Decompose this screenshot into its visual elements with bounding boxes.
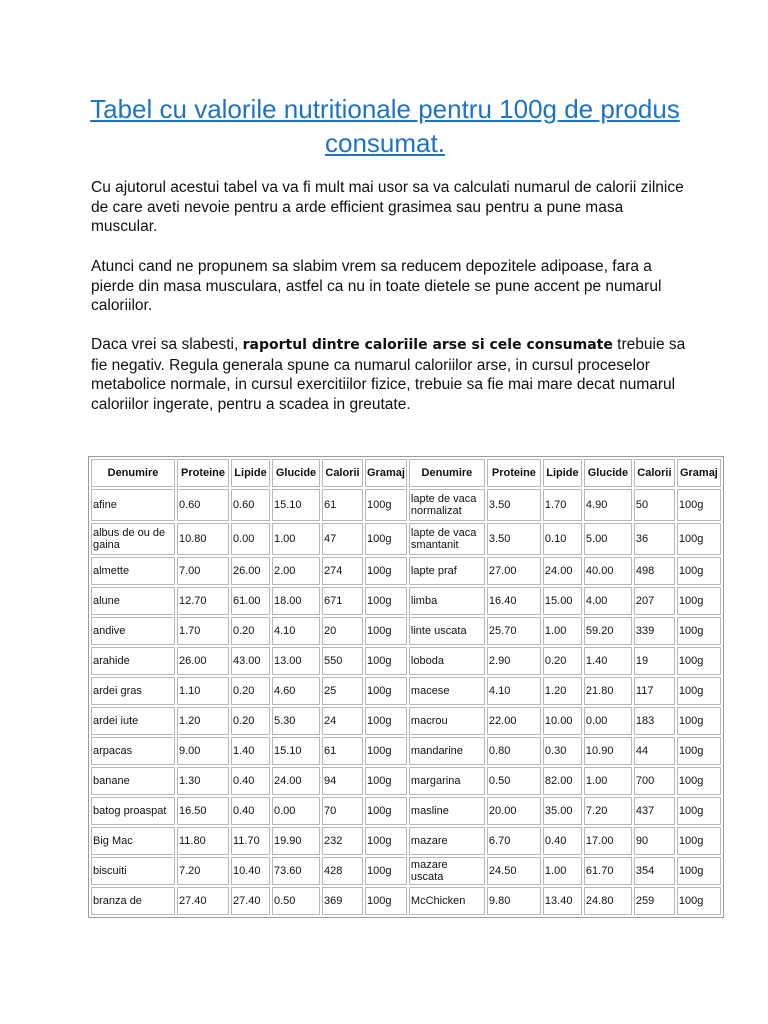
value-cell: 1.00: [584, 767, 632, 795]
table-header-cell: Gramaj: [365, 459, 407, 487]
table-header-cell: Proteine: [487, 459, 541, 487]
value-cell: 100g: [677, 797, 721, 825]
table-header-cell: Calorii: [634, 459, 675, 487]
value-cell: 4.10: [272, 617, 320, 645]
value-cell: 100g: [677, 737, 721, 765]
value-cell: 27.40: [177, 887, 229, 915]
value-cell: 1.70: [177, 617, 229, 645]
value-cell: 100g: [677, 587, 721, 615]
value-cell: 100g: [365, 557, 407, 585]
value-cell: 0.40: [543, 827, 582, 855]
value-cell: 4.10: [487, 677, 541, 705]
value-cell: 100g: [365, 797, 407, 825]
value-cell: 94: [322, 767, 363, 795]
value-cell: 36: [634, 523, 675, 555]
food-name-cell: mazare: [409, 827, 485, 855]
food-name-cell: banane: [91, 767, 175, 795]
value-cell: 26.00: [177, 647, 229, 675]
value-cell: 10.00: [543, 707, 582, 735]
table-row: [91, 647, 721, 675]
value-cell: 100g: [365, 857, 407, 885]
food-name-cell: almette: [91, 557, 175, 585]
value-cell: 369: [322, 887, 363, 915]
table-header-cell: Glucide: [272, 459, 320, 487]
value-cell: 100g: [365, 887, 407, 915]
value-cell: 27.00: [487, 557, 541, 585]
value-cell: 274: [322, 557, 363, 585]
value-cell: 4.90: [584, 489, 632, 521]
value-cell: 7.20: [584, 797, 632, 825]
food-name-cell: linte uscata: [409, 617, 485, 645]
value-cell: 0.20: [231, 677, 270, 705]
value-cell: 100g: [677, 887, 721, 915]
value-cell: 16.50: [177, 797, 229, 825]
value-cell: 10.40: [231, 857, 270, 885]
table-header-row: [91, 459, 721, 487]
intro-paragraph-3: [91, 335, 691, 414]
value-cell: 25.70: [487, 617, 541, 645]
food-name-cell: ardei gras: [91, 677, 175, 705]
table-header-cell: Lipide: [231, 459, 270, 487]
value-cell: 0.80: [487, 737, 541, 765]
value-cell: 11.70: [231, 827, 270, 855]
value-cell: 50: [634, 489, 675, 521]
value-cell: 1.30: [177, 767, 229, 795]
value-cell: 100g: [365, 827, 407, 855]
value-cell: 61: [322, 737, 363, 765]
value-cell: 437: [634, 797, 675, 825]
table-row: [91, 707, 721, 735]
value-cell: 15.10: [272, 737, 320, 765]
table-row: [91, 677, 721, 705]
value-cell: 100g: [365, 767, 407, 795]
value-cell: 22.00: [487, 707, 541, 735]
food-name-cell: Big Mac: [91, 827, 175, 855]
value-cell: 35.00: [543, 797, 582, 825]
value-cell: 44: [634, 737, 675, 765]
value-cell: 100g: [365, 617, 407, 645]
value-cell: 100g: [677, 647, 721, 675]
food-name-cell: masline: [409, 797, 485, 825]
value-cell: 15.00: [543, 587, 582, 615]
value-cell: 0.00: [231, 523, 270, 555]
value-cell: 0.40: [231, 767, 270, 795]
value-cell: 19.90: [272, 827, 320, 855]
value-cell: 73.60: [272, 857, 320, 885]
value-cell: 1.70: [543, 489, 582, 521]
paragraph-3-end: trebuie sa fie negativ. Regula generala spune ca numarul caloriilor arse, in cursul proceselor metabolice normale, in cursul exercitiilor fizice, trebuie sa fie mai mare decat numarul caloriilor ingerate, pentru a scadea in greutate.: [91, 336, 686, 413]
value-cell: 27.40: [231, 887, 270, 915]
intro-paragraph-1: Cu ajutorul acestui tabel va va fi mult mai usor sa va calculati numarul de calorii zilnice de care aveti nevoie pentru a arde efficient grasimea sau pentru a pune masa muscular.: [91, 179, 684, 235]
value-cell: 100g: [365, 677, 407, 705]
food-name-cell: alune: [91, 587, 175, 615]
table-row: [91, 827, 721, 855]
value-cell: 21.80: [584, 677, 632, 705]
value-cell: 20: [322, 617, 363, 645]
value-cell: 232: [322, 827, 363, 855]
table-header-cell: Proteine: [177, 459, 229, 487]
value-cell: 5.00: [584, 523, 632, 555]
food-name-cell: macrou: [409, 707, 485, 735]
nutrition-table: [88, 456, 724, 918]
value-cell: 24: [322, 707, 363, 735]
table-row: [91, 857, 721, 885]
value-cell: 11.80: [177, 827, 229, 855]
value-cell: 3.50: [487, 523, 541, 555]
food-name-cell: batog proaspat: [91, 797, 175, 825]
table-row: [91, 737, 721, 765]
food-name-cell: andive: [91, 617, 175, 645]
value-cell: 0.20: [231, 617, 270, 645]
value-cell: 19: [634, 647, 675, 675]
food-name-cell: macese: [409, 677, 485, 705]
value-cell: 0.40: [231, 797, 270, 825]
value-cell: 100g: [677, 489, 721, 521]
value-cell: 70: [322, 797, 363, 825]
value-cell: 25: [322, 677, 363, 705]
value-cell: 100g: [365, 707, 407, 735]
value-cell: 100g: [365, 647, 407, 675]
value-cell: 700: [634, 767, 675, 795]
value-cell: 183: [634, 707, 675, 735]
value-cell: 1.00: [272, 523, 320, 555]
value-cell: 5.30: [272, 707, 320, 735]
value-cell: 9.00: [177, 737, 229, 765]
value-cell: 4.00: [584, 587, 632, 615]
table-row: [91, 489, 721, 521]
value-cell: 0.00: [272, 797, 320, 825]
value-cell: 4.60: [272, 677, 320, 705]
value-cell: 1.00: [543, 857, 582, 885]
table-row: [91, 617, 721, 645]
value-cell: 100g: [365, 587, 407, 615]
food-name-cell: arahide: [91, 647, 175, 675]
food-name-cell: mandarine: [409, 737, 485, 765]
value-cell: 100g: [677, 707, 721, 735]
value-cell: 0.20: [231, 707, 270, 735]
table-body: [91, 489, 721, 915]
food-name-cell: lapte de vaca normalizat: [409, 489, 485, 521]
food-name-cell: lapte de vaca smantanit: [409, 523, 485, 555]
value-cell: 117: [634, 677, 675, 705]
value-cell: 43.00: [231, 647, 270, 675]
value-cell: 100g: [677, 557, 721, 585]
value-cell: 3.50: [487, 489, 541, 521]
value-cell: 259: [634, 887, 675, 915]
value-cell: 2.00: [272, 557, 320, 585]
value-cell: 24.00: [272, 767, 320, 795]
table-row: [91, 797, 721, 825]
value-cell: 13.40: [543, 887, 582, 915]
value-cell: 100g: [677, 767, 721, 795]
value-cell: 59.20: [584, 617, 632, 645]
value-cell: 100g: [677, 617, 721, 645]
value-cell: 2.90: [487, 647, 541, 675]
value-cell: 100g: [365, 489, 407, 521]
value-cell: 0.30: [543, 737, 582, 765]
table-header-cell: Gramaj: [677, 459, 721, 487]
value-cell: 0.00: [584, 707, 632, 735]
value-cell: 1.10: [177, 677, 229, 705]
value-cell: 354: [634, 857, 675, 885]
value-cell: 0.50: [487, 767, 541, 795]
value-cell: 10.90: [584, 737, 632, 765]
value-cell: 100g: [677, 523, 721, 555]
value-cell: 24.50: [487, 857, 541, 885]
table-row: [91, 523, 721, 555]
food-name-cell: arpacas: [91, 737, 175, 765]
value-cell: 15.10: [272, 489, 320, 521]
table-row: [91, 587, 721, 615]
value-cell: 1.40: [231, 737, 270, 765]
value-cell: 17.00: [584, 827, 632, 855]
food-name-cell: McChicken: [409, 887, 485, 915]
paragraph-3-start: Daca vrei sa slabesti,: [91, 336, 243, 353]
value-cell: 24.00: [543, 557, 582, 585]
value-cell: 7.00: [177, 557, 229, 585]
value-cell: 0.60: [231, 489, 270, 521]
value-cell: 0.60: [177, 489, 229, 521]
value-cell: 82.00: [543, 767, 582, 795]
value-cell: 550: [322, 647, 363, 675]
value-cell: 0.50: [272, 887, 320, 915]
food-name-cell: albus de ou de gaina: [91, 523, 175, 555]
table-row: [91, 887, 721, 915]
value-cell: 26.00: [231, 557, 270, 585]
value-cell: 0.20: [543, 647, 582, 675]
food-name-cell: lapte praf: [409, 557, 485, 585]
food-name-cell: branza de: [91, 887, 175, 915]
table-header-cell: Denumire: [91, 459, 175, 487]
value-cell: 47: [322, 523, 363, 555]
value-cell: 207: [634, 587, 675, 615]
value-cell: 13.00: [272, 647, 320, 675]
value-cell: 498: [634, 557, 675, 585]
value-cell: 100g: [365, 523, 407, 555]
table-header-cell: Lipide: [543, 459, 582, 487]
food-name-cell: biscuiti: [91, 857, 175, 885]
value-cell: 24.80: [584, 887, 632, 915]
table-row: [91, 557, 721, 585]
food-name-cell: loboda: [409, 647, 485, 675]
value-cell: 1.20: [177, 707, 229, 735]
value-cell: 61.00: [231, 587, 270, 615]
value-cell: 100g: [677, 677, 721, 705]
food-name-cell: limba: [409, 587, 485, 615]
value-cell: 1.00: [543, 617, 582, 645]
value-cell: 12.70: [177, 587, 229, 615]
value-cell: 428: [322, 857, 363, 885]
table-header-cell: Calorii: [322, 459, 363, 487]
value-cell: 61.70: [584, 857, 632, 885]
food-name-cell: afine: [91, 489, 175, 521]
page-title[interactable]: Tabel cu valorile nutritionale pentru 100g de produs consumat.: [90, 94, 680, 158]
value-cell: 0.10: [543, 523, 582, 555]
value-cell: 1.40: [584, 647, 632, 675]
value-cell: 671: [322, 587, 363, 615]
paragraph-3-bold: raportul dintre caloriile arse si cele consumate: [242, 337, 613, 353]
value-cell: 6.70: [487, 827, 541, 855]
table-row: [91, 767, 721, 795]
value-cell: 100g: [677, 857, 721, 885]
value-cell: 10.80: [177, 523, 229, 555]
value-cell: 339: [634, 617, 675, 645]
value-cell: 20.00: [487, 797, 541, 825]
food-name-cell: ardei iute: [91, 707, 175, 735]
value-cell: 100g: [677, 827, 721, 855]
value-cell: 40.00: [584, 557, 632, 585]
table-header-cell: Denumire: [409, 459, 485, 487]
value-cell: 100g: [365, 737, 407, 765]
value-cell: 16.40: [487, 587, 541, 615]
food-name-cell: margarina: [409, 767, 485, 795]
value-cell: 90: [634, 827, 675, 855]
value-cell: 61: [322, 489, 363, 521]
value-cell: 18.00: [272, 587, 320, 615]
table-header-cell: Glucide: [584, 459, 632, 487]
value-cell: 7.20: [177, 857, 229, 885]
value-cell: 1.20: [543, 677, 582, 705]
food-name-cell: mazare uscata: [409, 857, 485, 885]
intro-paragraph-2: Atunci cand ne propunem sa slabim vrem sa reducem depozitele adipoase, fara a pierde din masa musculara, astfel ca nu in toate dietele se pune accent pe numarul caloriilor.: [91, 258, 662, 314]
value-cell: 9.80: [487, 887, 541, 915]
